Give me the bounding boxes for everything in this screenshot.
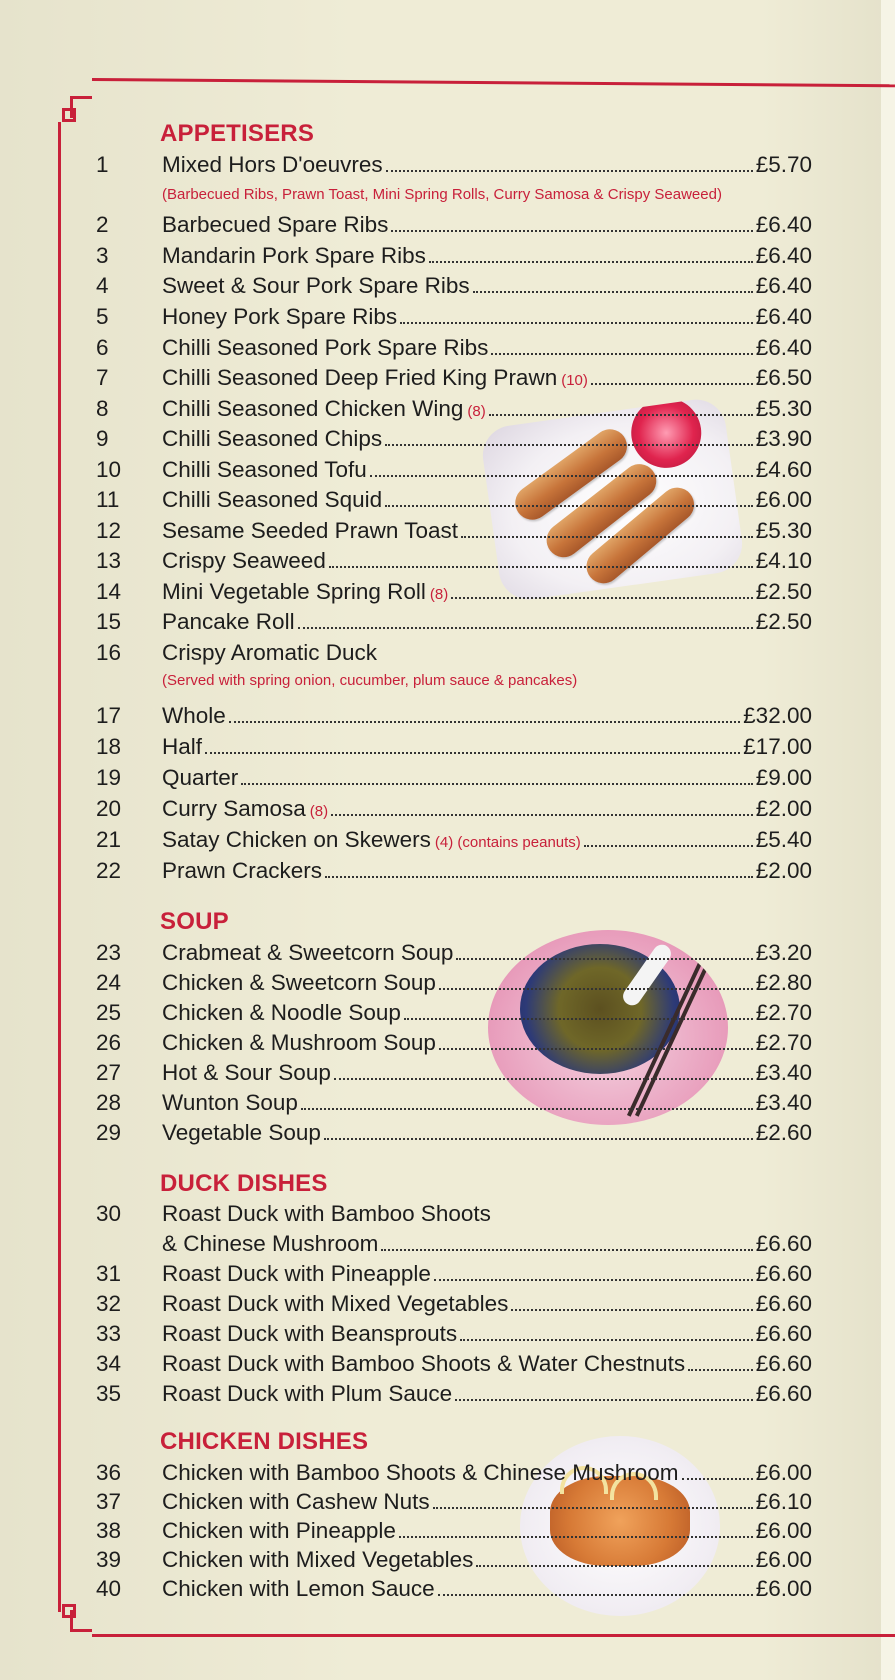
leader-dots: [385, 443, 753, 446]
item-qty: (8): [309, 803, 329, 820]
menu-item: [92, 1231, 812, 1261]
item-number: 33: [96, 1321, 122, 1346]
item-name: Crabmeat & Sweetcorn Soup: [162, 940, 454, 965]
menu-item: [92, 765, 812, 795]
item-number: 10: [96, 457, 122, 482]
menu-item: [92, 1518, 812, 1548]
item-name: Half: [162, 734, 203, 759]
item-name: Whole: [162, 703, 226, 728]
item-name: Chilli Seasoned Deep Fried King Prawn (10): [162, 365, 588, 390]
item-number: 7: [96, 365, 109, 390]
item-name: Chicken with Bamboo Shoots & Chinese Mushroom: [162, 1460, 679, 1485]
item-qty: (10): [561, 372, 588, 389]
menu-item: [92, 548, 812, 578]
item-name: Roast Duck with Bamboo Shoots & Water Chestnuts: [162, 1351, 686, 1376]
item-number: 18: [96, 734, 122, 759]
item-name: Chicken with Pineapple: [162, 1518, 396, 1543]
item-number: 34: [96, 1351, 122, 1376]
item-number: 37: [96, 1489, 122, 1514]
item-name: Satay Chicken on Skewers (4) (contains peanuts): [162, 827, 581, 852]
item-name: Chicken & Sweetcorn Soup: [162, 970, 436, 995]
item-price: £6.60: [755, 1321, 812, 1346]
leader-dots: [298, 626, 753, 629]
menu-item: [92, 1291, 812, 1321]
menu-item: [92, 273, 812, 303]
menu-item: [92, 426, 812, 456]
item-number: 22: [96, 858, 122, 883]
border-bottom: [92, 1634, 895, 1637]
item-qty: (8): [467, 403, 486, 420]
item-number: 6: [96, 335, 109, 360]
menu-item: [92, 1489, 812, 1519]
leader-dots: [391, 229, 752, 232]
item-price: £4.60: [755, 457, 812, 482]
leader-dots: [301, 1107, 753, 1110]
item-number: 39: [96, 1547, 122, 1572]
item-price: £6.40: [755, 304, 812, 329]
item-number: 12: [96, 518, 122, 543]
item-name: Chilli Seasoned Chips: [162, 426, 383, 451]
corner-ornament-bottom-inner: [62, 1604, 76, 1618]
item-price: £9.00: [755, 765, 812, 790]
item-name: Wunton Soup: [162, 1090, 298, 1115]
menu-item: [92, 487, 812, 517]
item-name: Mandarin Pork Spare Ribs: [162, 243, 426, 268]
item-qty: (8): [429, 586, 449, 603]
menu-item: [92, 734, 812, 764]
item-name: Curry Samosa (8): [162, 796, 329, 821]
menu-item: [92, 335, 812, 365]
item-price: £6.40: [755, 335, 812, 360]
leader-dots: [455, 1398, 753, 1401]
item-price: £17.00: [743, 734, 812, 759]
leader-dots: [370, 474, 753, 477]
item-price: £2.00: [755, 858, 812, 883]
menu-item: [92, 940, 812, 970]
item-name: Roast Duck with Bamboo Shoots: [162, 1201, 491, 1226]
border-top: [92, 78, 895, 87]
leader-dots: [229, 720, 740, 723]
menu-item: [92, 1060, 812, 1090]
item-qty: (4) (contains peanuts): [434, 834, 581, 851]
menu-item: [92, 365, 812, 395]
item-price: £5.30: [755, 518, 812, 543]
item-name: Chilli Seasoned Squid: [162, 487, 383, 512]
leader-dots: [489, 413, 753, 416]
item-name: Prawn Crackers: [162, 858, 323, 883]
item-number: 21: [96, 827, 122, 852]
menu-item: [92, 796, 812, 826]
menu-item: [92, 1381, 812, 1411]
leader-dots: [451, 596, 752, 599]
item-price: £3.90: [755, 426, 812, 451]
item-number: 23: [96, 940, 122, 965]
menu-item: [92, 1201, 812, 1231]
leader-dots: [439, 987, 753, 990]
item-name: Quarter: [162, 765, 239, 790]
item-price: £3.20: [755, 940, 812, 965]
item-price: £4.10: [755, 548, 812, 573]
item-number: 29: [96, 1120, 122, 1145]
item-number: 40: [96, 1576, 122, 1601]
leader-dots: [688, 1368, 753, 1371]
leader-dots: [473, 290, 753, 293]
item-price: £2.70: [755, 1000, 812, 1025]
leader-dots: [400, 321, 753, 324]
item-name: Chicken with Lemon Sauce: [162, 1576, 435, 1601]
item-number: 35: [96, 1381, 122, 1406]
item-price: £5.40: [755, 827, 812, 852]
item-name: Chilli Seasoned Tofu: [162, 457, 367, 482]
item-number: 25: [96, 1000, 122, 1025]
item-number: 24: [96, 970, 122, 995]
item-price: £2.80: [755, 970, 812, 995]
item-number: 30: [96, 1201, 122, 1226]
leader-dots: [438, 1593, 753, 1596]
item-number: 36: [96, 1460, 122, 1485]
item-number: 4: [96, 273, 109, 298]
item-number: 15: [96, 609, 122, 634]
item-name: Chilli Seasoned Pork Spare Ribs: [162, 335, 489, 360]
menu-item: [92, 703, 812, 733]
leader-dots: [331, 813, 753, 816]
item-name: Mixed Hors D'oeuvres: [162, 152, 383, 177]
leader-dots: [461, 535, 753, 538]
item-number: 32: [96, 1291, 122, 1316]
page-edge: [881, 0, 895, 1680]
item-name: Crispy Seaweed: [162, 548, 326, 573]
menu-item: [92, 212, 812, 242]
item-name: Honey Pork Spare Ribs: [162, 304, 398, 329]
menu-item: [92, 1547, 812, 1577]
item-note: (Barbecued Ribs, Prawn Toast, Mini Spring Rolls, Curry Samosa & Crispy Seaweed): [162, 186, 722, 203]
leader-dots: [385, 504, 753, 507]
leader-dots: [205, 751, 740, 754]
menu-item: [92, 1030, 812, 1060]
menu-item: [92, 518, 812, 548]
item-name: Sweet & Sour Pork Spare Ribs: [162, 273, 470, 298]
leader-dots: [334, 1077, 753, 1080]
menu-item: [92, 152, 812, 182]
item-price: £6.00: [755, 1547, 812, 1572]
leader-dots: [381, 1248, 752, 1251]
menu-item: [92, 1321, 812, 1351]
item-name: Chicken & Mushroom Soup: [162, 1030, 436, 1055]
item-name: Roast Duck with Plum Sauce: [162, 1381, 453, 1406]
border-left: [58, 122, 61, 1612]
menu-item: [92, 858, 812, 888]
item-number: 9: [96, 426, 109, 451]
item-price: £6.60: [755, 1291, 812, 1316]
item-price: £6.10: [755, 1489, 812, 1514]
item-price: £6.00: [755, 1576, 812, 1601]
item-price: £6.50: [755, 365, 812, 390]
item-price: £32.00: [743, 703, 812, 728]
menu-item: [92, 1120, 812, 1150]
item-number: 13: [96, 548, 122, 573]
item-price: £6.00: [755, 487, 812, 512]
item-name: Hot & Sour Soup: [162, 1060, 331, 1085]
menu-item: [92, 457, 812, 487]
item-price: £5.30: [755, 396, 812, 421]
item-price: £6.00: [755, 1460, 812, 1485]
section-title-duck: DUCK DISHES: [160, 1170, 328, 1197]
menu-item: [92, 1000, 812, 1030]
item-name: Chicken with Mixed Vegetables: [162, 1547, 474, 1572]
item-number: 38: [96, 1518, 122, 1543]
leader-dots: [434, 1278, 753, 1281]
corner-ornament-top-inner: [62, 108, 76, 122]
item-price: £5.70: [755, 152, 812, 177]
item-number: 14: [96, 579, 122, 604]
item-name: Barbecued Spare Ribs: [162, 212, 389, 237]
item-number: 27: [96, 1060, 122, 1085]
leader-dots: [682, 1477, 753, 1480]
item-price: £6.60: [755, 1231, 812, 1256]
menu-item: [92, 640, 812, 670]
item-name: Roast Duck with Beansprouts: [162, 1321, 458, 1346]
leader-dots: [429, 260, 753, 263]
menu-item: [92, 1576, 812, 1606]
item-number: 17: [96, 703, 122, 728]
leader-dots: [386, 169, 753, 172]
item-price: £6.60: [755, 1351, 812, 1376]
menu-item: [92, 396, 812, 426]
menu-item: [92, 970, 812, 1000]
menu-item: [92, 827, 812, 857]
item-name: Crispy Aromatic Duck: [162, 640, 378, 665]
item-number: 31: [96, 1261, 122, 1286]
item-number: 19: [96, 765, 122, 790]
leader-dots: [404, 1017, 753, 1020]
item-number: 20: [96, 796, 122, 821]
menu-item: [92, 1351, 812, 1381]
leader-dots: [591, 382, 753, 385]
menu-item: [92, 609, 812, 639]
item-number: 2: [96, 212, 109, 237]
leader-dots: [324, 1137, 753, 1140]
menu-item: [92, 579, 812, 609]
item-name: & Chinese Mushroom: [162, 1231, 379, 1256]
item-price: £3.40: [755, 1060, 812, 1085]
leader-dots: [584, 844, 753, 847]
item-number: 8: [96, 396, 109, 421]
item-name: Vegetable Soup: [162, 1120, 321, 1145]
item-name: Chilli Seasoned Chicken Wing (8): [162, 396, 486, 421]
item-price: £6.60: [755, 1381, 812, 1406]
item-name: Chicken with Cashew Nuts: [162, 1489, 430, 1514]
item-price: £2.50: [755, 579, 812, 604]
item-number: 16: [96, 640, 122, 665]
menu-item: [92, 243, 812, 273]
item-price: £6.40: [755, 273, 812, 298]
item-price: £2.70: [755, 1030, 812, 1055]
item-name: Pancake Roll: [162, 609, 295, 634]
item-number: 5: [96, 304, 109, 329]
item-price: £2.50: [755, 609, 812, 634]
section-title-appetisers: APPETISERS: [160, 120, 315, 147]
item-price: £3.40: [755, 1090, 812, 1115]
item-note: (Served with spring onion, cucumber, plum sauce & pancakes): [162, 672, 578, 689]
item-name: Chicken & Noodle Soup: [162, 1000, 401, 1025]
item-price: £6.40: [755, 212, 812, 237]
menu-item: [92, 1460, 812, 1490]
item-name: Sesame Seeded Prawn Toast: [162, 518, 459, 543]
menu-item: [92, 304, 812, 334]
leader-dots: [511, 1308, 752, 1311]
leader-dots: [456, 957, 752, 960]
item-number: 1: [96, 152, 109, 177]
item-name: Roast Duck with Mixed Vegetables: [162, 1291, 509, 1316]
item-name: Mini Vegetable Spring Roll (8): [162, 579, 449, 604]
item-number: 28: [96, 1090, 122, 1115]
item-number: 3: [96, 243, 109, 268]
leader-dots: [460, 1338, 753, 1341]
section-title-soup: SOUP: [160, 908, 229, 935]
menu-item: [92, 1090, 812, 1120]
item-number: 26: [96, 1030, 122, 1055]
leader-dots: [439, 1047, 753, 1050]
menu-item: [92, 1261, 812, 1291]
item-price: £2.60: [755, 1120, 812, 1145]
item-price: £6.40: [755, 243, 812, 268]
leader-dots: [399, 1535, 753, 1538]
leader-dots: [325, 875, 753, 878]
leader-dots: [476, 1564, 752, 1567]
item-number: 11: [96, 487, 120, 512]
leader-dots: [329, 565, 753, 568]
leader-dots: [433, 1506, 753, 1509]
section-title-chicken: CHICKEN DISHES: [160, 1428, 369, 1455]
item-name: Roast Duck with Pineapple: [162, 1261, 431, 1286]
item-price: £6.60: [755, 1261, 812, 1286]
item-price: £6.00: [755, 1518, 812, 1543]
leader-dots: [241, 782, 752, 785]
leader-dots: [491, 352, 752, 355]
item-price: £2.00: [755, 796, 812, 821]
